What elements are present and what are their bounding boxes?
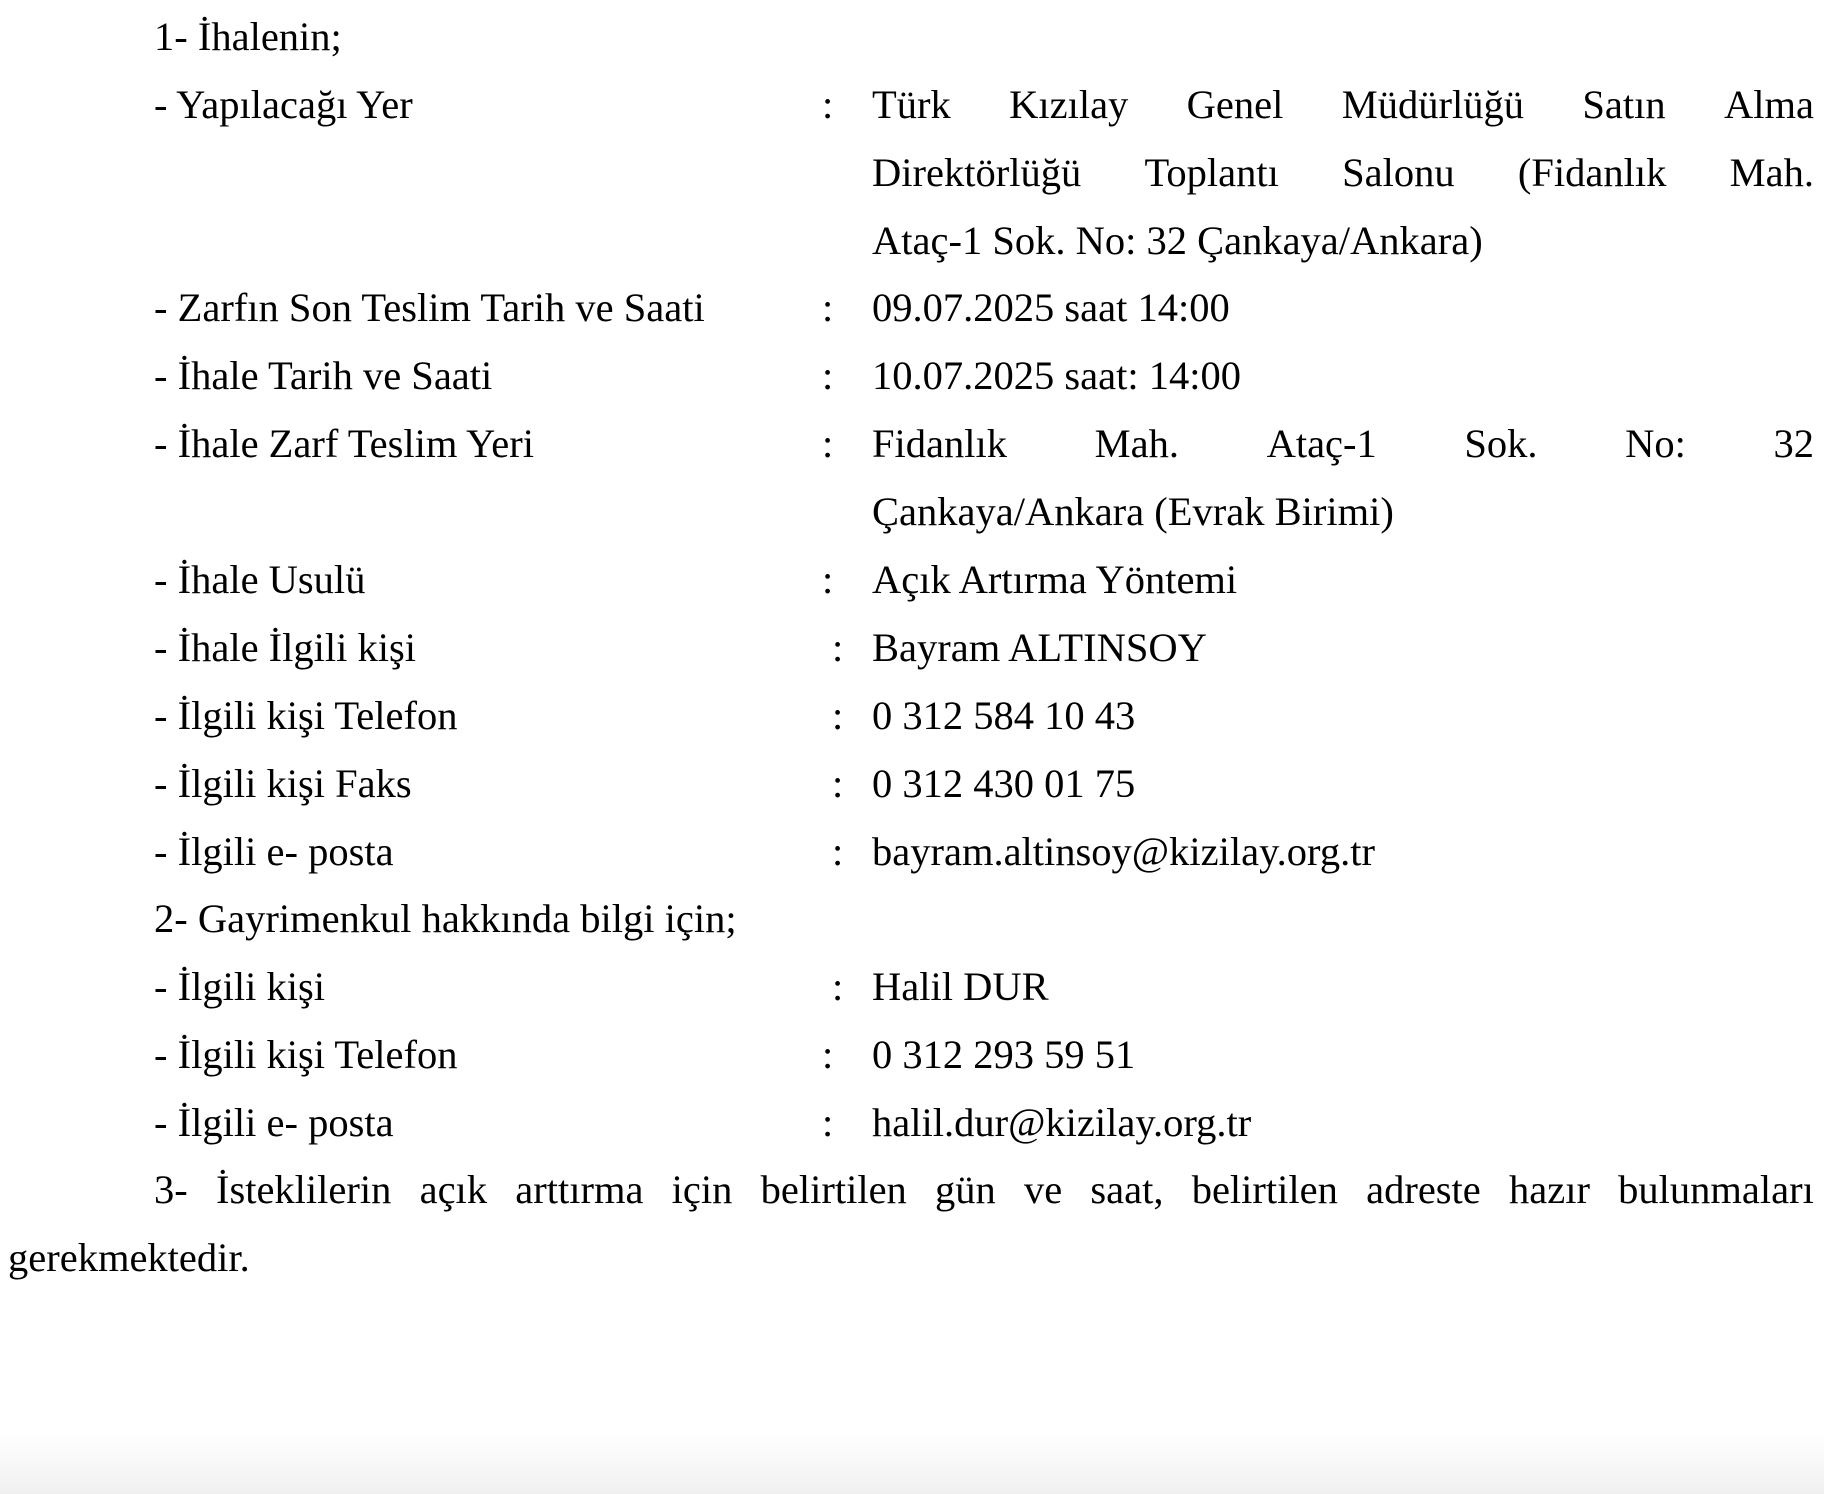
row-label-contact: - İhale İlgili kişi xyxy=(154,625,417,670)
word: No: xyxy=(1625,421,1686,466)
row-sep-deadline: : xyxy=(822,285,834,330)
word: Satın xyxy=(1582,82,1666,127)
word: İsteklilerin xyxy=(215,1167,392,1212)
row-sep-contact: : xyxy=(832,625,844,670)
row-label-property-contact: - İlgili kişi xyxy=(154,964,325,1009)
section-1-heading: 1- İhalenin; xyxy=(154,14,342,59)
row-label-property-phone: - İlgili kişi Telefon xyxy=(154,1032,458,1077)
row-sep-property-phone: : xyxy=(822,1032,834,1077)
word: Ataç-1 xyxy=(1266,421,1377,466)
row-value-method: Açık Artırma Yöntemi xyxy=(872,557,1238,602)
bottom-fade xyxy=(0,1434,1824,1494)
word: 3- xyxy=(154,1167,188,1212)
row-value-property-email[interactable]: halil.dur@kizilay.org.tr xyxy=(872,1100,1252,1145)
word: Sok. xyxy=(1464,421,1538,466)
row-sep-property-contact: : xyxy=(832,964,844,1009)
row-label-delivery-place: - İhale Zarf Teslim Yeri xyxy=(154,421,534,466)
word: Alma xyxy=(1723,82,1814,127)
row-value-venue-line3: Ataç-1 Sok. No: 32 Çankaya/Ankara) xyxy=(872,218,1483,263)
word: Toplantı xyxy=(1144,150,1279,195)
row-label-phone: - İlgili kişi Telefon xyxy=(154,693,458,738)
row-value-fax: 0 312 430 01 75 xyxy=(872,761,1136,806)
word: belirtilen xyxy=(760,1167,907,1212)
row-value-delivery-place-line1 xyxy=(872,420,1814,468)
row-value-property-phone: 0 312 293 59 51 xyxy=(872,1032,1136,1077)
word: hazır xyxy=(1509,1167,1590,1212)
word: Salonu xyxy=(1342,150,1455,195)
row-sep-method: : xyxy=(822,557,834,602)
word: adreste xyxy=(1366,1167,1481,1212)
word: için xyxy=(671,1167,733,1212)
word: açık xyxy=(419,1167,488,1212)
row-sep-phone: : xyxy=(832,693,844,738)
word: gün xyxy=(935,1167,996,1212)
row-value-phone: 0 312 584 10 43 xyxy=(872,693,1136,738)
row-sep-fax: : xyxy=(832,761,844,806)
word: belirtilen xyxy=(1191,1167,1338,1212)
word: ve xyxy=(1023,1167,1063,1212)
row-label-tender-date: - İhale Tarih ve Saati xyxy=(154,353,493,398)
word: bulunmaları xyxy=(1618,1167,1814,1212)
word: Direktörlüğü xyxy=(872,150,1082,195)
row-sep-delivery-place: : xyxy=(822,421,834,466)
row-value-email[interactable]: bayram.altinsoy@kizilay.org.tr xyxy=(872,829,1375,874)
row-label-property-email: - İlgili e- posta xyxy=(154,1100,394,1145)
word: Mah. xyxy=(1094,421,1179,466)
row-sep-venue: : xyxy=(822,82,834,127)
word: 32 xyxy=(1773,421,1814,466)
row-value-venue-line2 xyxy=(872,149,1814,197)
row-label-deadline: - Zarfın Son Teslim Tarih ve Saati xyxy=(154,285,705,330)
row-value-contact: Bayram ALTINSOY xyxy=(872,625,1207,670)
row-label-fax: - İlgili kişi Faks xyxy=(154,761,412,806)
word: Kızılay xyxy=(1009,82,1129,127)
word: Mah. xyxy=(1729,150,1814,195)
section-3-paragraph-line2: gerekmektedir. xyxy=(8,1235,250,1280)
row-sep-tender-date: : xyxy=(822,353,834,398)
word: (Fidanlık xyxy=(1517,150,1667,195)
word: Genel xyxy=(1186,82,1284,127)
row-label-method: - İhale Usulü xyxy=(154,557,366,602)
row-value-deadline: 09.07.2025 saat 14:00 xyxy=(872,285,1230,330)
row-value-delivery-place-line2: Çankaya/Ankara (Evrak Birimi) xyxy=(872,489,1394,534)
row-label-email: - İlgili e- posta xyxy=(154,829,394,874)
row-sep-property-email: : xyxy=(822,1100,834,1145)
section-2-heading: 2- Gayrimenkul hakkında bilgi için; xyxy=(154,896,737,941)
word: Fidanlık xyxy=(872,421,1008,466)
word: arttırma xyxy=(515,1167,644,1212)
row-value-venue-line1 xyxy=(872,81,1814,129)
word: Müdürlüğü xyxy=(1341,82,1524,127)
row-value-tender-date: 10.07.2025 saat: 14:00 xyxy=(872,353,1241,398)
word: saat, xyxy=(1090,1167,1164,1212)
row-label-venue: - Yapılacağı Yer xyxy=(154,82,413,127)
section-3-paragraph-line1 xyxy=(154,1166,1814,1214)
row-value-property-contact: Halil DUR xyxy=(872,964,1049,1009)
row-sep-email: : xyxy=(832,829,844,874)
word: Türk xyxy=(872,82,951,127)
